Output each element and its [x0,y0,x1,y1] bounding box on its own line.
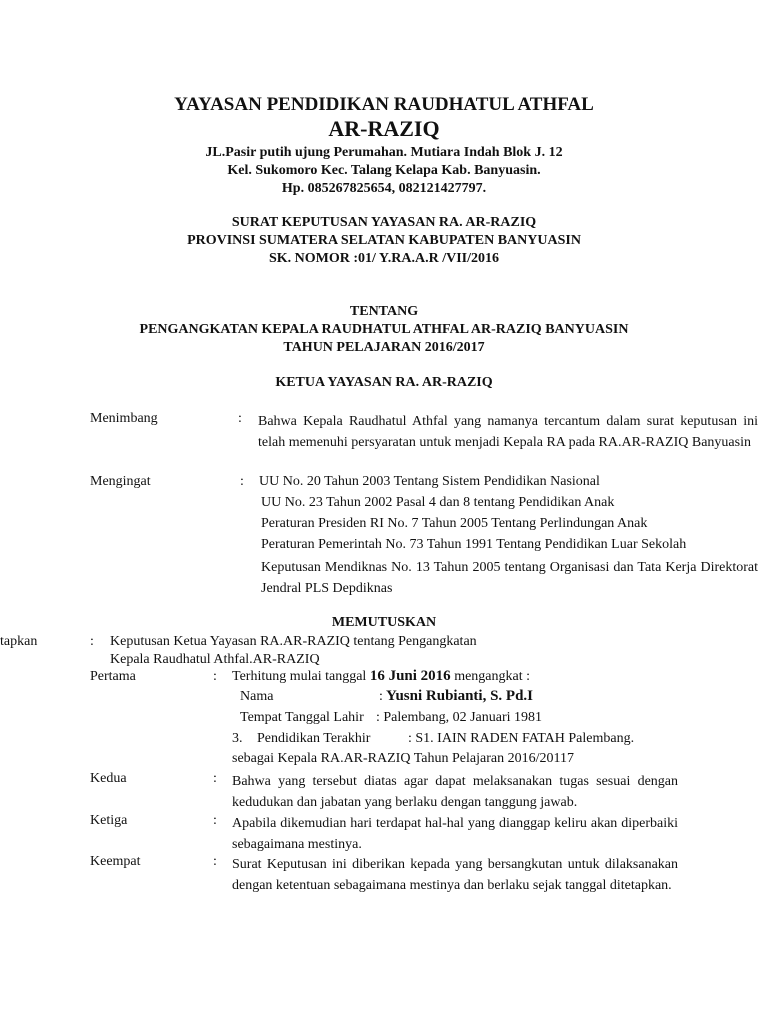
address-line2: Kel. Sukomoro Kec. Talang Kelapa Kab. Banyuasin. [227,163,541,178]
mengingat-item: Peraturan Presiden RI No. 7 Tahun 2005 Tentang Perlindungan Anak [261,516,648,531]
pertama-label: Pertama [90,669,136,684]
menimbang-colon: : [238,411,242,426]
nama-label: Nama [240,689,274,704]
appointment-date: 16 Juni 2016 [369,668,451,684]
menetapkan-line2: Kepala Raudhatul Athfal.AR-RAZIQ [110,652,320,667]
ketiga-label: Ketiga [90,813,128,828]
decree-title: SURAT KEPUTUSAN YAYASAN RA. AR-RAZIQ [231,215,537,230]
mengingat-label: Mengingat [90,474,151,489]
nama-colon: : [379,689,383,704]
ketiga-text: Apabila dikemudian hari terdapat hal-hal yang dianggap keliru akan diperbaiki sebagaimana mestinya. [232,816,678,852]
menimbang-label: Menimbang [90,411,158,426]
ketiga-colon: : [213,813,217,828]
decree-province: PROVINSI SUMATERA SELATAN KABUPATEN BANYUASIN [187,233,581,248]
menetapkan-colon: : [90,634,94,649]
pertama-text [232,668,530,685]
decree-number: SK. NOMOR :01/ Y.RA.A.R /VII/2016 [269,251,499,266]
mengingat-colon: : [240,474,244,489]
kedua-label: Kedua [90,771,127,786]
appointee-name: Yusni Rubianti, S. Pd.I [386,688,534,704]
mengingat-item: Keputusan Mendiknas No. 13 Tahun 2005 tentang Organisasi dan Tata Kerja Direktorat Jendral PLS Depdiknas [261,560,758,596]
subject-heading: TENTANG [349,304,419,319]
menetapkan-line1: Keputusan Ketua Yayasan RA.AR-RAZIQ tentang Pengangkatan [110,634,477,649]
ttl-label: Tempat Tanggal Lahir [240,710,364,725]
pertama-text-after: mengangkat : [450,669,530,684]
pendidikan-label: Pendidikan Terakhir [257,731,371,746]
subject-line2: TAHUN PELAJARAN 2016/2017 [283,340,485,355]
keempat-label: Keempat [90,854,141,869]
memutuskan-heading: MEMUTUSKAN [331,615,437,630]
subject-line1: PENGANGKATAN KEPALA RAUDHATUL ATHFAL AR-RAZIQ BANYUASIN [139,322,629,337]
mengingat-item: Peraturan Pemerintah No. 73 Tahun 1991 Tentang Pendidikan Luar Sekolah [261,537,687,552]
kedua-text: Bahwa yang tersebut diatas agar dapat melaksanakan tugas sesuai dengan kedudukan dan jabatan yang berlaku dengan tanggung jawab. [232,774,678,810]
keempat-text: Surat Keputusan ini diberikan kepada yang bersangkutan untuk dilaksanakan dengan ketentuan sebagaimana mestinya dan berlaku sejak tanggal ditetapkan. [232,857,678,893]
organization-name-line2: AR-RAZIQ [328,116,440,141]
ttl-value: : Palembang, 02 Januari 1981 [376,710,543,725]
chairman-heading: KETUA YAYASAN RA. AR-RAZIQ [275,375,493,390]
pertama-text-before: Terhitung mulai tanggal [232,669,370,684]
menimbang-text: Bahwa Kepala Raudhatul Athfal yang namanya tercantum dalam surat keputusan ini telah memenuhi persyaratan untuk menjadi Kepala RA pada RA.AR-RAZIQ Banyuasin [258,414,758,450]
kedua-colon: : [213,771,217,786]
sebagai-line: sebagai Kepala RA.AR-RAZIQ Tahun Pelajaran 2016/20117 [232,751,574,766]
keempat-colon: : [213,854,217,869]
menetapkan-label: tapkan [0,634,38,649]
pendidikan-number: 3. [232,731,243,746]
mengingat-item: UU No. 23 Tahun 2002 Pasal 4 dan 8 tentang Pendidikan Anak [261,495,615,510]
organization-name: YAYASAN PENDIDIKAN RAUDHATUL ATHFAL [174,94,594,115]
pendidikan-value: : S1. IAIN RADEN FATAH Palembang. [408,731,635,746]
address-line1: JL.Pasir putih ujung Perumahan. Mutiara Indah Blok J. 12 [205,145,563,160]
pertama-colon: : [213,669,217,684]
mengingat-item: UU No. 20 Tahun 2003 Tentang Sistem Pendidikan Nasional [259,474,600,489]
phone-line: Hp. 085267825654, 082121427797. [281,181,487,196]
